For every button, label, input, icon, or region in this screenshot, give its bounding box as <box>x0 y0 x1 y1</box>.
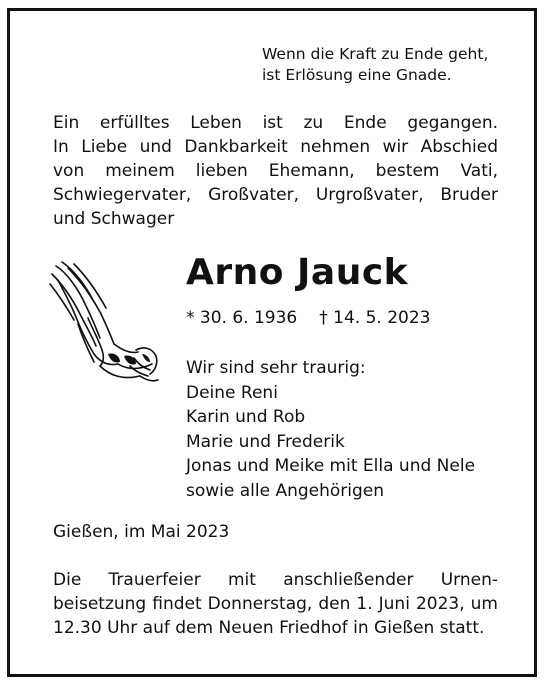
service-line: Die Trauerfeier mit anschließender Urnen- <box>53 570 498 590</box>
service-line: 12.30 Uhr auf dem Neuen Friedhof in Gießen statt. <box>53 618 485 638</box>
deceased-name: Arno Jauck <box>186 252 409 293</box>
funeral-service-info <box>53 568 498 640</box>
mourner-entry: sowie alle Angehörigen <box>186 480 385 501</box>
mourners-heading: Wir sind sehr traurig: <box>186 358 366 378</box>
mourner-entry: Deine Reni <box>186 382 278 403</box>
birth-date: * 30. 6. 1936 <box>186 308 298 328</box>
intro-text <box>53 111 498 231</box>
mourner-entry: Marie und Frederik <box>186 431 345 452</box>
epigraph-quote <box>262 44 522 86</box>
intro-line: von meinem lieben Ehemann, bestem Vati, <box>53 161 498 181</box>
quote-line-2: ist Erlösung eine Gnade. <box>262 66 452 84</box>
praying-hands-icon <box>48 258 160 388</box>
life-dates <box>186 306 430 330</box>
mourner-entry: Karin und Rob <box>186 407 306 427</box>
intro-line: Ein erfülltes Leben ist zu Ende gegangen. <box>53 113 498 133</box>
quote-line-1: Wenn die Kraft zu Ende geht, <box>262 45 489 63</box>
place-and-date: Gießen, im Mai 2023 <box>53 522 230 542</box>
service-line: beisetzung findet Donnerstag, den 1. Juni 2023, um <box>53 594 498 614</box>
mourner-entry: Jonas und Meike mit Ella und Nele <box>186 456 476 476</box>
intro-line: Schwiegervater, Großvater, Urgroßvater, Bruder <box>53 185 498 205</box>
intro-line: und Schwager <box>53 209 175 229</box>
intro-line: In Liebe und Dankbarkeit nehmen wir Abschied <box>53 137 498 157</box>
mourners-list <box>186 356 475 503</box>
death-date: † 14. 5. 2023 <box>319 308 431 328</box>
